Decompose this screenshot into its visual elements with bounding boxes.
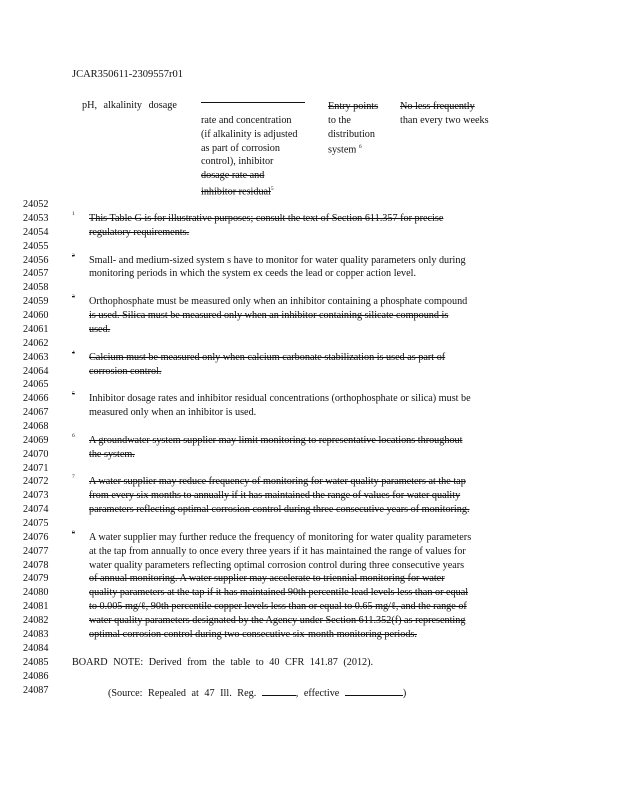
document-id: JCAR350611-2309557r01 [72, 69, 184, 80]
line-number: 24076 [23, 532, 49, 543]
effective-date-blank [345, 685, 403, 696]
footnote-mark: 6 [72, 433, 75, 439]
line-number: 24086 [23, 671, 49, 682]
footnote-ref: 6 [358, 144, 362, 151]
footnote-text-line: This Table G is for illustrative purposes; consult the text of Section 611.357 for precise [89, 213, 444, 224]
line-number: 24083 [23, 629, 49, 640]
table-col-line: control), inhibitor [201, 156, 274, 168]
line-number: 24080 [23, 587, 49, 598]
footnote-text-line: water quality parameters reflecting optimal corrosion control during three consecutive years [89, 560, 465, 571]
footnote-text-line: regulatory requirements. [89, 227, 190, 238]
line-number: 24063 [23, 352, 49, 363]
footnote-mark: 7 [72, 474, 75, 480]
source-note-suffix: ) [402, 688, 407, 699]
line-number: 24075 [23, 518, 49, 529]
table-col-line: to the [328, 114, 351, 126]
board-note: BOARD NOTE: Derived from the table to 40 CFR 141.87 (2012). [72, 657, 374, 668]
footnote-text-line: quality parameters at the tap if it has maintained 90th percentile lead levels less than or equal [89, 587, 469, 598]
footnote-text-line: corrosion control. [89, 366, 162, 377]
line-number: 24062 [23, 338, 49, 349]
table-col-line: dosage rate and [201, 170, 265, 182]
table-col-line: rate and concentration [201, 115, 292, 126]
table-col-line: Entry points [328, 101, 379, 112]
footnote-text-line: optimal corrosion control during two consecutive six-month monitoring periods. [89, 629, 417, 640]
line-number: 24070 [23, 449, 49, 460]
line-number: 24065 [23, 379, 49, 390]
footnote-text-line: parameters reflecting optimal corrosion control during three consecutive years of monitoring. [89, 504, 470, 515]
footnote-text-line: A groundwater system supplier may limit monitoring to representative locations throughout [89, 435, 463, 446]
source-note [108, 685, 406, 699]
table-col-line: No less frequently [400, 101, 475, 112]
footnote-mark: 3 [72, 294, 75, 300]
table-col-line: system [328, 144, 357, 156]
footnote-mark: 8 [72, 530, 75, 536]
line-number: 24055 [23, 241, 49, 252]
line-number: 24068 [23, 421, 49, 432]
line-number: 24082 [23, 615, 49, 626]
footnote-text-line: measured only when an inhibitor is used. [89, 407, 257, 418]
line-number: 24069 [23, 435, 49, 446]
footnote-ref: 5 [270, 185, 274, 192]
line-number: 24059 [23, 296, 49, 307]
line-number: 24071 [23, 463, 49, 474]
footnote-text-line: A water supplier may further reduce the frequency of monitoring for water quality parameters [89, 532, 472, 543]
footnote-mark: 5 [72, 391, 75, 397]
source-note-middle: , effective [295, 688, 340, 699]
line-number: 24061 [23, 324, 49, 335]
line-number: 24064 [23, 366, 49, 377]
line-number: 24057 [23, 268, 49, 279]
footnote-text-line: Orthophosphate must be measured only when an inhibitor containing a phosphate compound [89, 296, 468, 307]
line-number: 24073 [23, 490, 49, 501]
footnote-text-line: of annual monitoring. A water supplier may accelerate to triennial monitoring for water [89, 573, 445, 584]
footnote-text-line: at the tap from annually to once every three years if it has maintained the range of values for [89, 546, 466, 557]
footnote-text-line: from every six months to annually if it has maintained the range of values for water quality [89, 490, 461, 501]
line-number: 24058 [23, 282, 49, 293]
footnote-text-line: Calcium must be measured only when calcium carbonate stabilization is used as part of [89, 352, 446, 363]
line-number: 24053 [23, 213, 49, 224]
table-col-line: as part of corrosion [201, 142, 280, 154]
line-number: 24056 [23, 255, 49, 266]
footnote-mark: 2 [72, 253, 75, 259]
footnote-mark: 4 [72, 350, 75, 356]
register-blank [262, 685, 296, 696]
line-number: 24079 [23, 573, 49, 584]
footnote-text-line: Inhibitor dosage rates and inhibitor residual concentrations (orthophosphate or silica) must be [89, 393, 471, 404]
table-col-parameters [201, 102, 305, 199]
line-number: 24087 [23, 685, 49, 696]
line-number: 24077 [23, 546, 49, 557]
line-number: 24078 [23, 560, 49, 571]
line-number: 24060 [23, 310, 49, 321]
line-number: 24084 [23, 643, 49, 654]
footnote-text-line: Small- and medium-sized system s have to monitor for water quality parameters only during [89, 255, 466, 266]
table-row-label: pH, alkalinity dosage [82, 100, 177, 111]
footnote-text-line: A water supplier may reduce frequency of monitoring for water quality parameters at the tap [89, 476, 466, 487]
line-number: 24066 [23, 393, 49, 404]
line-number: 24085 [23, 657, 49, 668]
table-col-frequency [400, 100, 489, 128]
table-col-location [328, 100, 378, 158]
footnote-text-line: to 0.005 mg/ℓ, 90th percentile copper levels less than or equal to 0.65 mg/ℓ, and the range of [89, 601, 467, 612]
footnote-text-line: used. [89, 324, 111, 335]
line-number: 24054 [23, 227, 49, 238]
line-number: 24081 [23, 601, 49, 612]
footnote-mark: 1 [72, 211, 75, 217]
footnote-text-line: the system. [89, 449, 135, 460]
line-number: 24067 [23, 407, 49, 418]
table-col-line: inhibitor residual [201, 186, 271, 198]
line-number: 24072 [23, 476, 49, 487]
line-number: 24074 [23, 504, 49, 515]
footnote-text-line: is used. Silica must be measured only when an inhibitor containing silicate compound is [89, 310, 449, 321]
table-col-line: distribution [328, 128, 375, 140]
table-col-line: than every two weeks [400, 114, 489, 126]
footnote-text-line: water quality parameters designated by the Agency under Section 611.352(f) as representing [89, 615, 466, 626]
footnote-text-line: monitoring periods in which the system ex ceeds the lead or copper action level. [89, 268, 417, 279]
line-number: 24052 [23, 199, 49, 210]
table-col-line: (if alkalinity is adjusted [201, 128, 298, 140]
source-note-prefix: (Source: Repealed at 47 Ill. Reg. [108, 688, 257, 699]
